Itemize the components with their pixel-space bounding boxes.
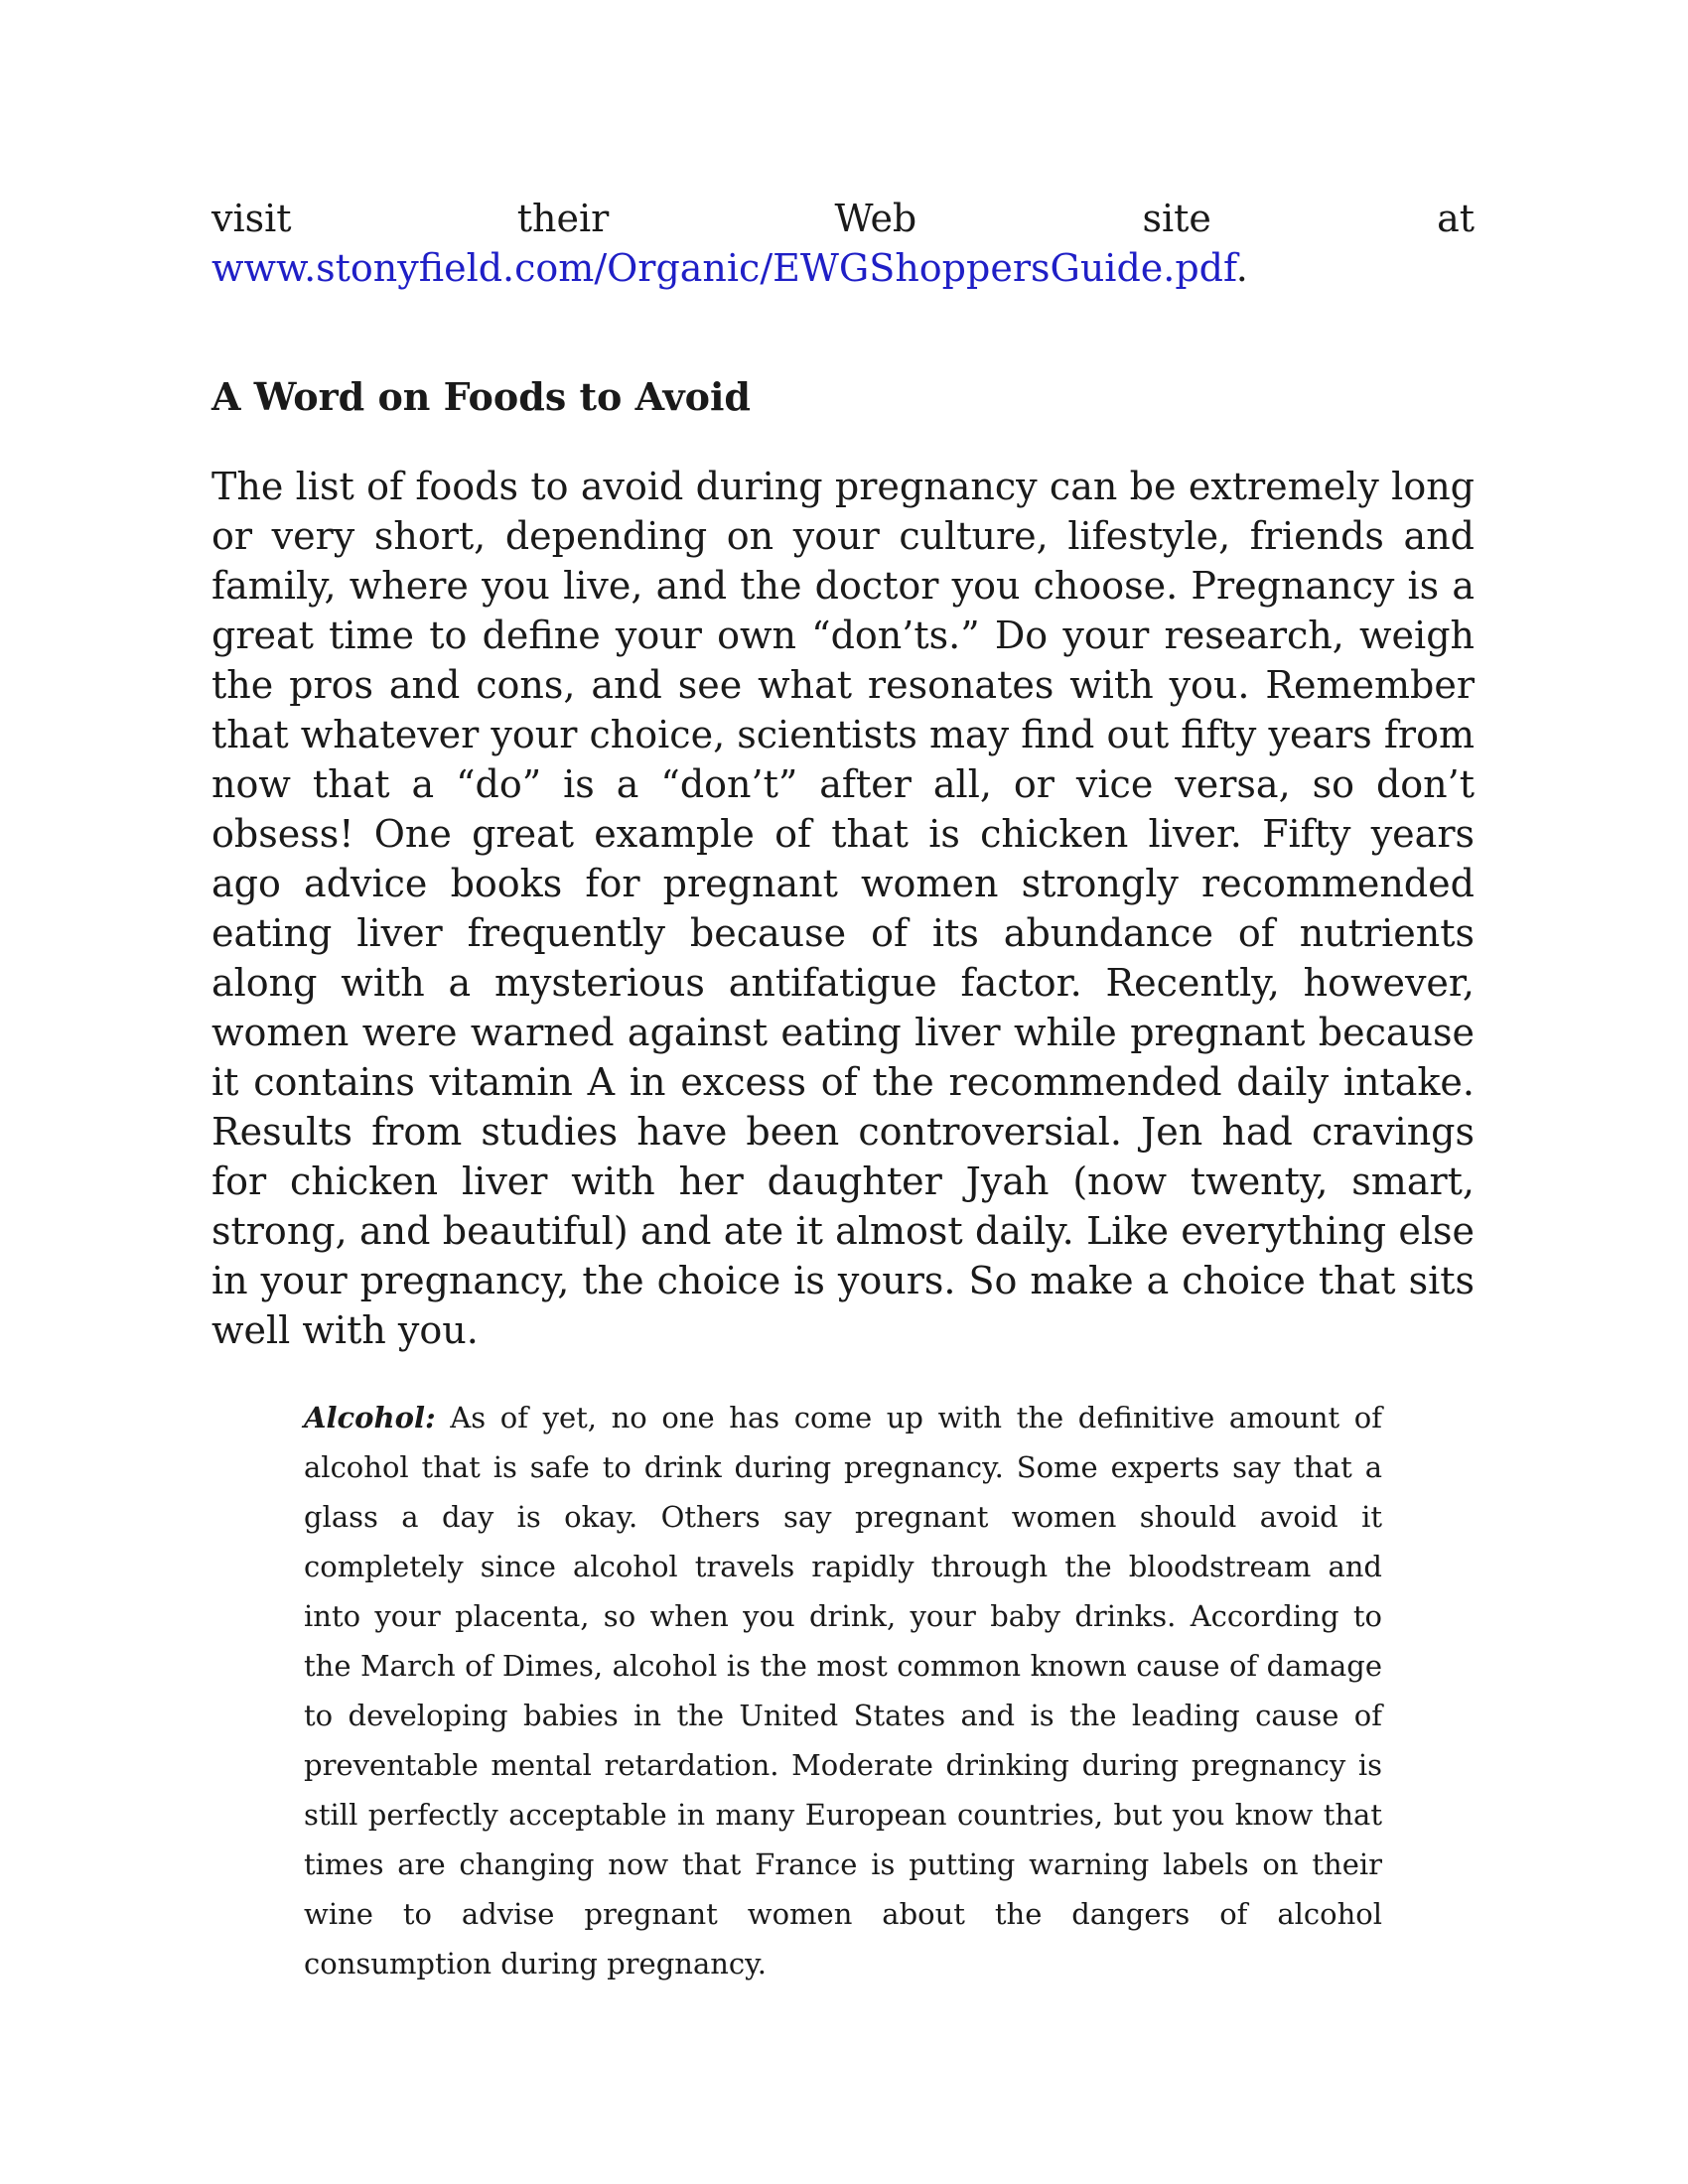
intro-word: at: [1437, 197, 1475, 240]
intro-period: .: [1235, 246, 1248, 290]
alcohol-note: [304, 1393, 1382, 1988]
shoppers-guide-link[interactable]: www.stonyfield.com/Organic/EWGShoppersGuide.pdf: [211, 246, 1236, 290]
alcohol-term: Alcohol:: [304, 1401, 436, 1434]
intro-word: their: [516, 197, 610, 240]
intro-word: visit: [211, 197, 292, 240]
section-heading: A Word on Foods to Avoid: [211, 374, 751, 419]
intro-word: Web: [834, 197, 917, 240]
alcohol-note-text: As of yet, no one has come up with the definitive amount of alcohol that is safe to drink during pregnancy. Some experts say that a glass a day is okay. Others say pregnant women should avoid it completely since alcohol travels rapidly through the bloodstream and into your placenta, so when you drink, your baby drinks. According to the March of Dimes, alcohol is the most common known cause of damage to developing babies in the United States and is the leading cause of preventable mental retardation. Moderate drinking during pregnancy is still perfectly acceptable in many European countries, but you know that times are changing now that France is putting warning labels on their wine to advise pregnant women about the dangers of alcohol consumption during pregnancy.: [304, 1401, 1382, 1980]
body-paragraph: The list of foods to avoid during pregnancy can be extremely long or very short, depending on your culture, lifestyle, friends and family, where you live, and the doctor you choose. Pregnancy is a great time to define your own “don’ts.” Do your research, weigh the pros and cons, and see what resonates with you. Remember that whatever your choice, scientists may find out fifty years from now that a “do” is a “don’t” after all, or vice versa, so don’t obsess! One great example of that is chicken liver. Fifty years ago advice books for pregnant women strongly recommended eating liver frequently because of its abundance of nutrients along with a mysterious antifatigue factor. Recently, however, women were warned against eating liver while pregnant because it contains vitamin A in excess of the recommended daily intake. Results from studies have been controversial. Jen had cravings for chicken liver with her daughter Jyah (now twenty, smart, strong, and beautiful) and ate it almost daily. Like everything else in your pregnancy, the choice is yours. So make a choice that sits well with you.: [211, 465, 1475, 1352]
document-page: [211, 194, 1475, 1988]
intro-second-line: [211, 243, 1475, 293]
intro-word: site: [1142, 197, 1211, 240]
intro-paragraph: [211, 194, 1475, 293]
intro-first-line: [211, 194, 1475, 243]
